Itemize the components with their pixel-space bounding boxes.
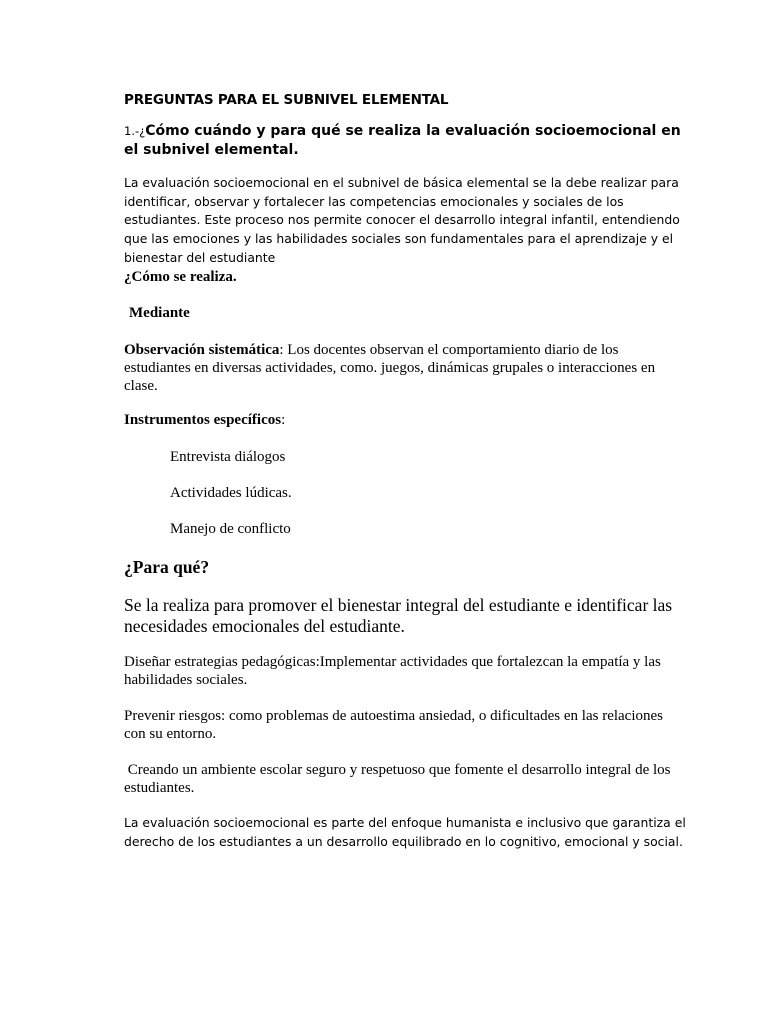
list-item: Entrevista diálogos: [170, 449, 286, 465]
list-item: Actividades lúdicas.: [170, 485, 292, 501]
para-text: Se la realiza para promover el bienestar integral del estudiante e identificar las necesidades emocionales del estudiante.: [124, 595, 673, 636]
prevenir-paragraph: Prevenir riesgos: como problemas de autoestima ansiedad, o dificultades en las relaciones con su entorno.: [124, 708, 663, 742]
question-1: [124, 122, 684, 160]
mediante-label: Mediante: [129, 305, 190, 321]
instrumentos-suffix: :: [281, 412, 286, 428]
question-1-text: Cómo cuándo y para qué se realiza la evaluación socioemocional en el subnivel elemental.: [124, 123, 681, 158]
list-item: Manejo de conflicto: [170, 521, 291, 537]
para-heading: ¿Para qué?: [124, 557, 210, 577]
observacion-text: : Los docentes observan el comportamiento diario de los estudiantes en diversas actividades, como. juegos, dinámicas grupales o interacciones en clase.: [124, 342, 656, 394]
intro-paragraph: La evaluación socioemocional en el subnivel de básica elemental se la debe realizar para identificar, observar y fortalecer las competencias emocionales y sociales de los estudiantes. Este proceso nos permite conocer el desarrollo integral infantil, entendiendo que las emociones y las habilidades sociales son fundamentales para el aprendizaje y el bienestar del estudiante: [124, 175, 680, 265]
disenar-paragraph: Diseñar estrategias pedagógicas:Implementar actividades que fortalezcan la empatía y las habilidades sociales.: [124, 654, 661, 688]
observacion-paragraph: [124, 341, 669, 395]
como-heading: ¿Cómo se realiza.: [124, 269, 237, 285]
creando-paragraph: Creando un ambiente escolar seguro y respetuoso que fomente el desarrollo integral de los estudiantes.: [124, 762, 675, 796]
closing-paragraph: La evaluación socioemocional es parte del enfoque humanista e inclusivo que garantiza el derecho de los estudiantes a un desarrollo equilibrado en lo cognitivo, emocional y social.: [124, 815, 686, 849]
question-1-number: 1.-¿: [124, 124, 146, 138]
instrumentos-heading: [124, 412, 684, 429]
instrumentos-label: Instrumentos específicos: [124, 412, 282, 428]
observacion-label: Observación sistemática: [124, 342, 280, 358]
document-heading: PREGUNTAS PARA EL SUBNIVEL ELEMENTAL: [124, 92, 449, 108]
